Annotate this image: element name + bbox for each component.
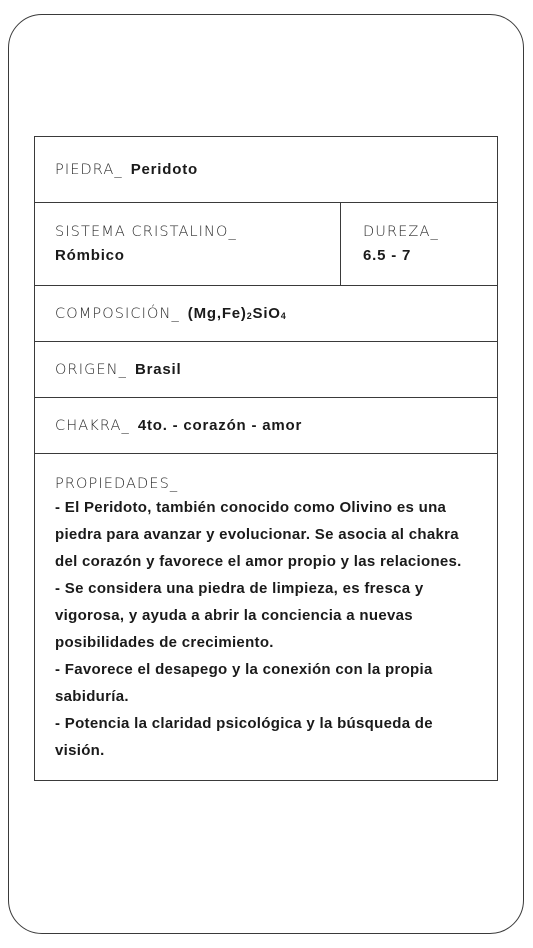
propiedades-label: PROPIEDADES_	[55, 476, 179, 492]
composicion-label: COMPOSICIÓN_	[55, 305, 180, 322]
sistema-cell	[35, 203, 341, 285]
chakra-value: 4to. - corazón - amor	[137, 417, 303, 434]
propiedad-item: - Se considera una piedra de limpieza, es fresca y vigorosa, y ayuda a abrir la conciencia a nuevas posibilidades de crecimiento.	[55, 580, 424, 651]
sistema-value: Rómbico	[55, 247, 125, 264]
propiedad-item: - Potencia la claridad psicológica y la búsqueda de visión.	[55, 715, 433, 759]
formula-part-1: (Mg,Fe)	[187, 305, 247, 322]
row-origen	[35, 342, 497, 398]
piedra-label: PIEDRA_	[55, 161, 123, 178]
propiedades-list	[55, 494, 477, 764]
chakra-label: CHAKRA_	[55, 417, 130, 434]
origen-value: Brasil	[134, 361, 182, 378]
sistema-label: SISTEMA CRISTALINO_	[55, 224, 237, 240]
row-propiedades	[35, 454, 497, 780]
dureza-cell	[341, 203, 497, 285]
composicion-value	[188, 305, 287, 322]
row-piedra	[35, 137, 497, 203]
propiedad-item: - Favorece el desapego y la conexión con la propia sabiduría.	[55, 661, 433, 705]
piedra-value: Peridoto	[130, 161, 198, 178]
dureza-value: 6.5 - 7	[363, 247, 412, 264]
dureza-label: DUREZA_	[363, 224, 439, 240]
propiedad-item: - El Peridoto, también conocido como Olivino es una piedra para avanzar y evolucionar. Se asocia al chakra del corazón y favorece el amor propio y las relaciones.	[55, 499, 462, 570]
formula-part-2: SiO	[252, 305, 281, 322]
row-sistema-dureza	[35, 203, 497, 286]
origen-label: ORIGEN_	[55, 361, 127, 378]
formula-subscript-2: 4	[280, 311, 287, 321]
row-composicion	[35, 286, 497, 342]
stone-info-table	[34, 136, 498, 781]
formula-subscript-1: 2	[246, 311, 253, 321]
row-chakra	[35, 398, 497, 454]
